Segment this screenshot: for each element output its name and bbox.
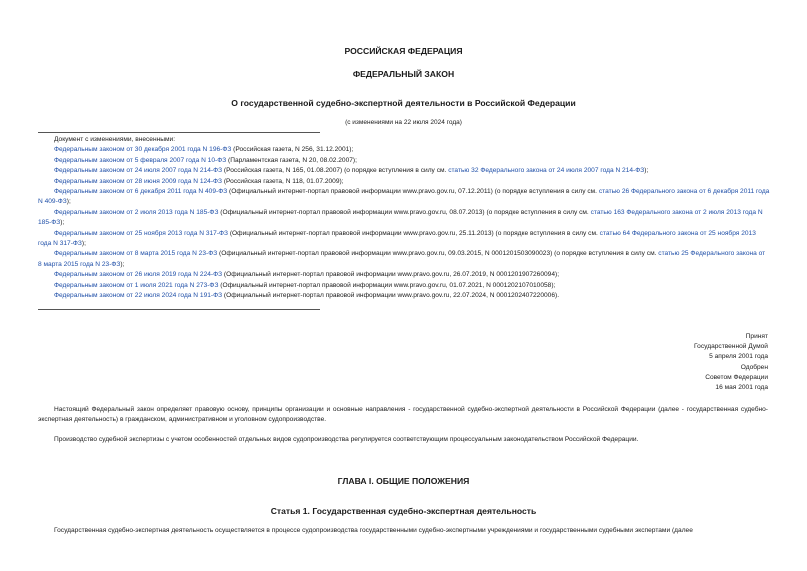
changes-list [38,135,770,302]
change-item [38,208,770,229]
divider-bottom [38,309,320,310]
amendment-text: (Российская газета, N 256, 31.12.2001); [231,146,354,154]
change-item [38,291,770,301]
approved-body: Советом Федерации [705,373,768,381]
change-item [38,229,770,250]
amendment-link[interactable]: Федеральным законом от 6 декабря 2011 года N 409-ФЗ [54,188,228,196]
amendment-text: ); [60,219,65,227]
amendment-text: (Российская газета, N 118, 01.07.2009); [222,177,344,185]
doc-type-heading: ФЕДЕРАЛЬНЫЙ ЗАКОН [352,69,455,79]
country-heading: РОССИЙСКАЯ ФЕДЕРАЦИЯ [344,46,463,56]
amendment-link[interactable]: статью 64 Федерального закона от 25 ноября 2013 года N 317-ФЗ [38,229,756,248]
amendment-link[interactable]: Федеральным законом от 28 июня 2009 года N 124-ФЗ [54,177,223,185]
amendment-text: (Официальный интернет-портал правовой информации www.pravo.gov.ru, 08.07.2013) (о порядке вступления в силу см. [218,208,591,216]
amendment-link[interactable]: Федеральным законом от 2 июля 2013 года N 185-ФЗ [54,208,219,216]
amendment-text: (Российская газета, N 165, 01.08.2007) (о порядке вступления в силу см. [222,167,449,175]
amendment-text: ); [120,260,125,268]
amendment-link[interactable]: Федеральным законом от 30 декабря 2001 года N 196-ФЗ [54,146,232,154]
divider-top [38,132,320,133]
amendment-text: (Официальный интернет-портал правовой информации www.pravo.gov.ru, 25.11.2013) (о порядке вступления в силу см. [228,229,600,237]
paragraph-procedure: Производство судебной экспертизы с учетом особенностей отдельных видов судопроизводства регулируется соответствующим процессуальным законодательством Российской Федерации. [54,436,639,443]
amendment-text: (Официальный интернет-портал правовой информации www.pravo.gov.ru, 26.07.2019, N 0001201907260094); [222,271,560,279]
change-item [38,156,770,166]
change-item [38,187,770,208]
amendment-text: (Официальный интернет-портал правовой информации www.pravo.gov.ru, 09.03.2015, N 0001201503090023) (о порядке вступления в силу см. [217,250,659,258]
amendment-link[interactable]: статью 32 Федерального закона от 24 июля 2007 года N 214-ФЗ [448,167,645,175]
amendment-link[interactable]: Федеральным законом от 26 июля 2019 года N 224-ФЗ [54,271,223,279]
amendment-text: (Официальный интернет-портал правовой информации www.pravo.gov.ru, 01.07.2021, N 0001202107010058); [218,281,556,289]
accepted-body: Государственной Думой [694,343,768,351]
amendment-link[interactable]: Федеральным законом от 5 февраля 2007 года N 10-ФЗ [54,156,227,164]
amendment-link[interactable]: статью 25 Федерального закона от 8 марта 2015 года N 23-ФЗ [38,250,766,268]
amendment-text: (Парламентская газета, N 20, 08.02.2007); [226,156,357,164]
change-item [38,249,770,270]
amendment-link[interactable]: статью 26 Федерального закона от 6 декабря 2011 года N 409-ФЗ [38,188,770,206]
chapter-heading: ГЛАВА I. ОБЩИЕ ПОЛОЖЕНИЯ [337,476,470,486]
edition-note: (с изменениями на 22 июля 2024 года) [345,119,462,126]
adoption-block [568,332,768,393]
change-item [38,166,770,176]
amendment-text: (Официальный интернет-портал правовой информации www.pravo.gov.ru, 22.07.2024, N 0001202407220006). [222,292,560,300]
paragraph-article-1: Государственная судебно-экспертная деятельность осуществляется в процессе судопроизводства государственными судебно-экспертными учреждениями и государственными судебными экспертами (далее [54,527,693,534]
amendment-link[interactable]: статью 163 Федерального закона от 2 июля 2013 года N 185-ФЗ [38,208,763,227]
amendment-text: ); [81,240,86,248]
approved-label: Одобрен [740,363,768,371]
amendment-link[interactable]: Федеральным законом от 22 июля 2024 года N 191-ФЗ [54,292,223,300]
change-item [38,270,770,280]
change-item [38,145,770,155]
paragraph-intro: Настоящий Федеральный закон определяет правовую основу, принципы организации и основные направления - государственной судебно-экспертной деятельности в Российской Федерации (далее - государственная судебно-экспертная деятельность) в гражданском, административном и уголовном судопроизводстве. [38,406,768,424]
accepted-label: Принят [745,333,768,340]
amendment-text: (Официальный интернет-портал правовой информации www.pravo.gov.ru, 07.12.2011) (о порядке вступления в силу см. [227,188,599,196]
amendment-link[interactable]: Федеральным законом от 1 июля 2021 года N 273-ФЗ [54,281,219,289]
accepted-date: 5 апреля 2001 года [709,353,768,361]
change-item [38,177,770,187]
doc-title: О государственной судебно-экспертной деятельности в Российской Федерации [231,98,576,108]
amendment-text: ); [644,167,649,175]
article-heading: Статья 1. Государственная судебно-экспертная деятельность [270,506,537,516]
approved-date: 16 мая 2001 года [715,384,768,392]
change-items [38,145,770,301]
change-item [38,281,770,291]
amendment-link[interactable]: Федеральным законом от 24 июля 2007 года N 214-ФЗ [54,167,223,175]
changes-lead: Документ с изменениями, внесенными: [54,136,176,143]
amendment-link[interactable]: Федеральным законом от 25 ноября 2013 года N 317-ФЗ [54,229,229,237]
amendment-link[interactable]: Федеральным законом от 8 марта 2015 года N 23-ФЗ [54,250,218,258]
amendment-text: ); [66,198,71,206]
